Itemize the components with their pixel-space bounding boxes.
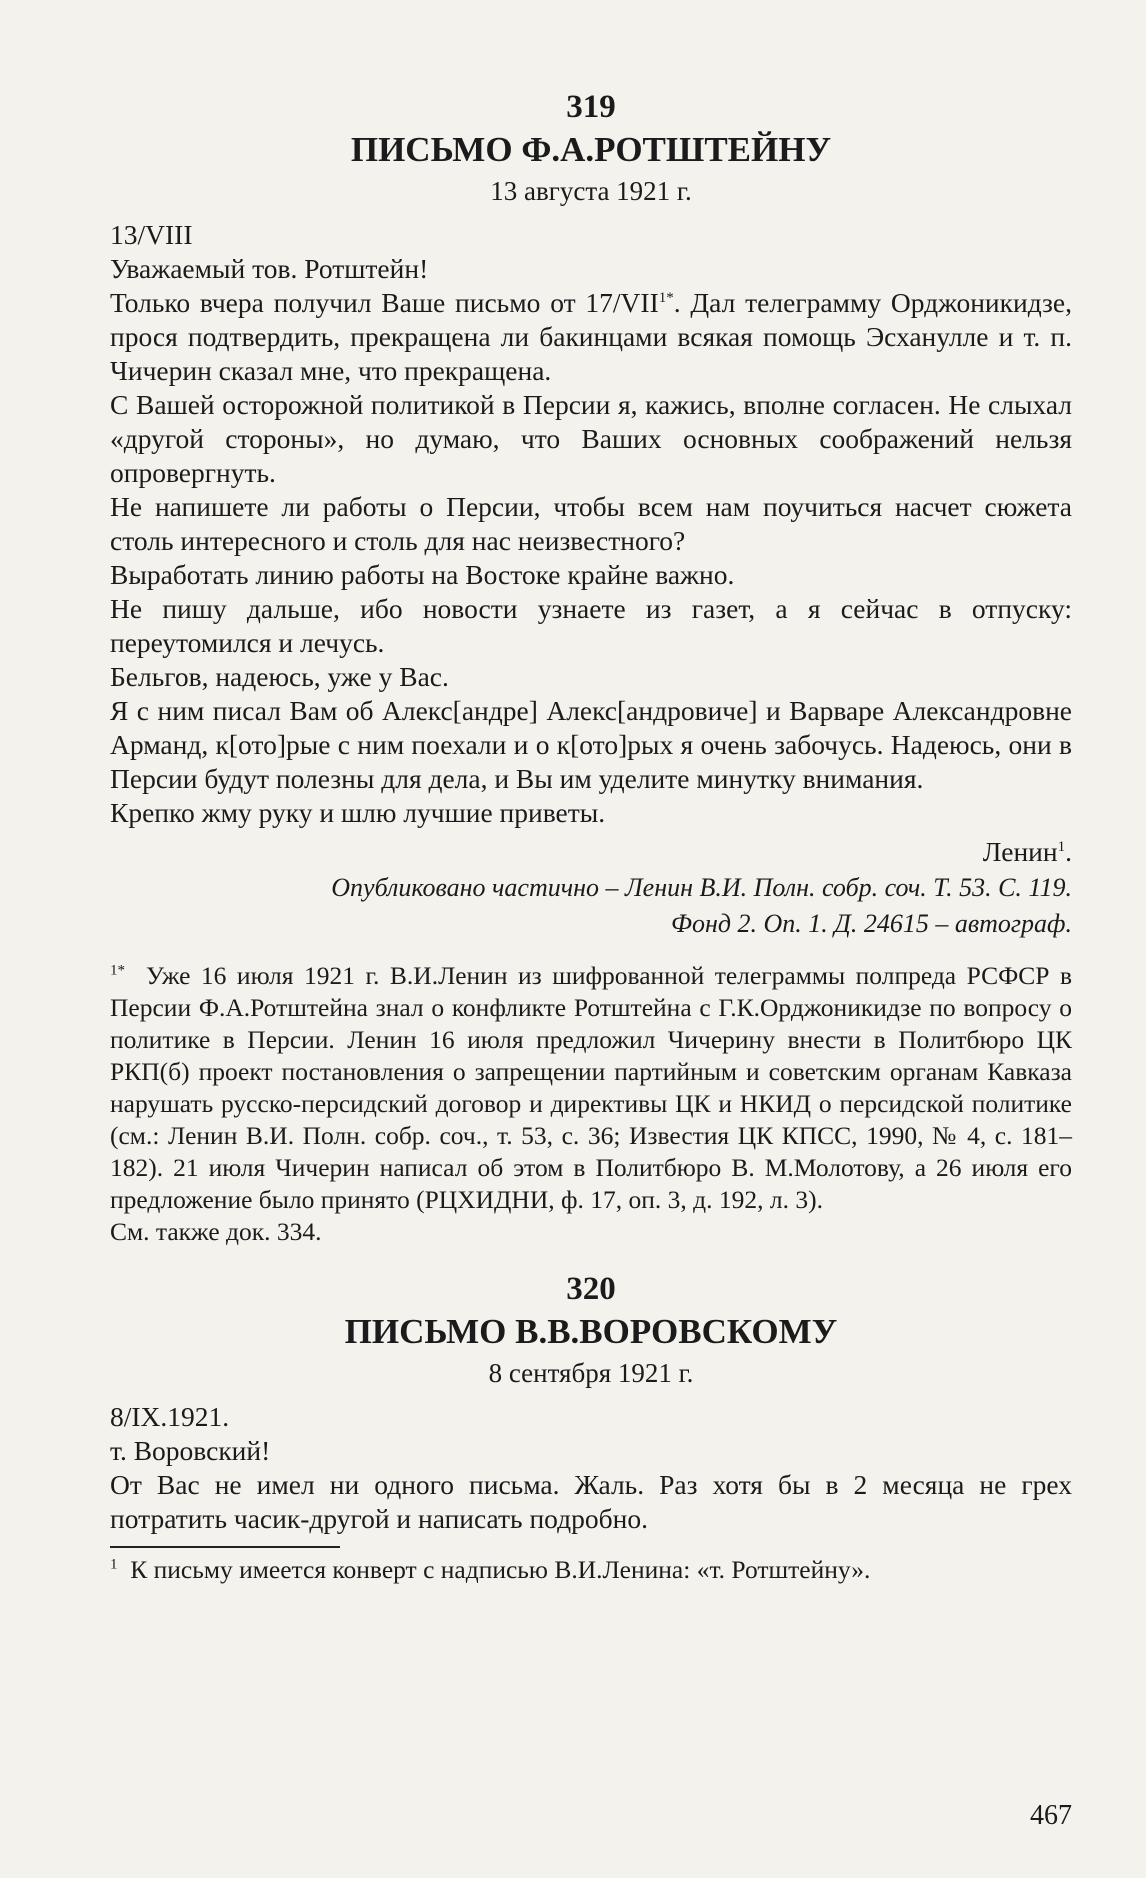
letter-paragraph: Крепко жму руку и шлю лучшие приветы. [110,797,606,828]
source-note: Опубликовано частично – Ленин В.И. Полн. собр. соч. Т. 53. С. 119. [331,873,1072,902]
footnote-text: К письму имеется конверт с надписью В.И.Ленина: «т. Ротштейну». [130,1555,871,1584]
letter-dateline: 13/VIII [110,219,193,250]
document-number: 319 [566,89,616,125]
see-also: См. также док. 334. [110,1217,322,1246]
letter-paragraph: От Вас не имел ни одного письма. Жаль. Раз хотя бы в 2 месяца не грех потратить часик-другой и написать подробно. [110,1469,1072,1534]
letter-paragraph: Выработать линию работы на Востоке крайне важно. [110,559,735,590]
paragraph-text: . Дал телеграмму Орджоникидзе, прося подтвердить, прекращена ли бакинцами всякая помощь Эсханулле и т. п. Чичерин сказал мне, что прекращена. [110,287,1072,386]
footnote-mark: 1* [110,962,125,979]
letter-salutation: Уважаемый тов. Ротштейн! [110,253,429,284]
letter-paragraph [110,286,1072,388]
document-title: ПИСЬМО В.В.ВОРОВСКОМУ [344,1312,838,1351]
document-number: 320 [566,1271,616,1307]
letter-paragraph: Я с ним писал Вам об Алекс[андре] Алекс[андровиче] и Варваре Александровне Арманд, к[ото]рые с ним поехали и о к[ото]рых я очень забочусь. Надеюсь, они в Персии будут полезны для дела, и Вы им уделите минутку внимания. [110,695,1072,794]
page [110,88,1072,1586]
letter-dateline: 8/IX.1921. [110,1401,230,1432]
letter-paragraph: Бельгов, надеюсь, уже у Вас. [110,661,449,692]
letter-paragraph: Не пишу дальше, ибо новости узнаете из газет, а я сейчас в отпуску: переутомился и лечусь. [110,593,1072,658]
page-number: 467 [1030,1800,1072,1831]
letter-salutation: т. Воровский! [110,1435,271,1466]
archive-note: Фонд 2. Оп. 1. Д. 24615 – автограф. [671,909,1072,938]
page-footnote [110,1554,1072,1586]
footnote-divider [110,1546,340,1548]
signature-text: Ленин [982,836,1058,867]
footnote-ref: 1* [658,289,674,306]
paragraph-text: Только вчера получил Ваше письмо от 17/VII [110,287,659,318]
document-320 [110,1270,1072,1536]
editorial-footnote [110,960,1072,1216]
footnote-text: Уже 16 июля 1921 г. В.И.Ленин из шифрованной телеграммы полпреда РСФСР в Персии Ф.А.Ротштейна знал о конфликте Ротштейна с Г.К.Орджоникидзе по вопросу о политике в Персии. Ленин 16 июля предложил Чичерину внести в Политбюро ЦК РКП(б) проект постановления о запрещении партийным и советским органам Кавказа нарушать русско-персидский договор и директивы ЦК и НКИД о персидской политике (см.: Ленин В.И. Полн. собр. соч., т. 53, с. 36; Известия ЦК КПСС, 1990, № 4, с. 181–182). 21 июля Чичерин написал об этом в Политбюро В. М.Молотову, а 26 июля его предложение было принято (РЦХИДНИ, ф. 17, оп. 3, д. 192, л. 3). [110,961,1073,1214]
document-date: 13 августа 1921 г. [490,176,692,206]
footnote-ref: 1 [1057,838,1066,855]
footnote-mark: 1 [110,1556,118,1573]
signature: Ленин$^1$. [982,836,1072,867]
document-date: 8 сентября 1921 г. [488,1358,694,1388]
letter-paragraph: Не напишете ли работы о Персии, чтобы всем нам поучиться насчет сюжета столь интересного и столь для нас неизвестного? [110,491,1072,556]
document-title: ПИСЬМО Ф.А.РОТШТЕЙНУ [350,130,832,169]
letter-paragraph: С Вашей осторожной политикой в Персии я, кажись, вполне согласен. Не слыхал «другой стороны», но думаю, что Ваших основных соображений нельзя опровергнуть. [110,389,1072,488]
